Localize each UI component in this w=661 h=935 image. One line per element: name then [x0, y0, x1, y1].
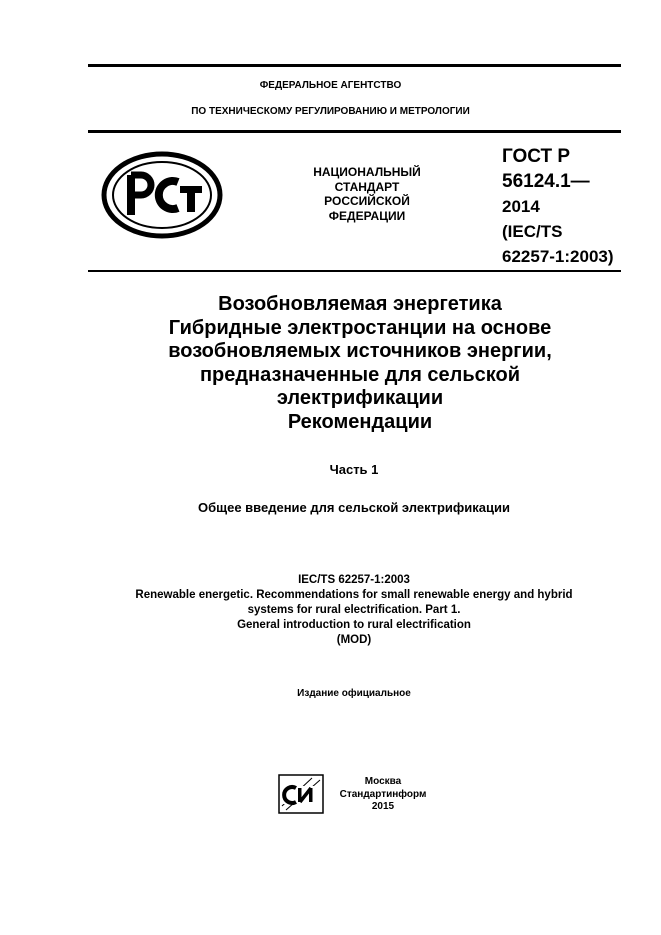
national-standard-line: СТАНДАРТ: [334, 179, 400, 194]
title-line: Рекомендации: [287, 410, 433, 433]
title-line: Гибридные электростанции на основе: [168, 316, 552, 339]
publisher-year: 2015: [371, 801, 395, 812]
subtitle: Общее введение для сельской электрификации: [198, 500, 510, 515]
iec-line: Renewable energetic. Recommendations for small renewable energy and hybrid: [135, 589, 573, 601]
publisher-city: Москва: [364, 776, 402, 787]
document-title: [60, 293, 660, 434]
publisher-name: Стандартинформ: [339, 788, 427, 800]
designation-line: ГОСТ Р: [502, 146, 571, 167]
top-rule: [88, 64, 621, 67]
title-line: электрификации: [276, 387, 444, 409]
national-standard-line: НАЦИОНАЛЬНЫЙ: [313, 165, 421, 179]
title-line: предназначенные для сельской: [199, 363, 521, 386]
designation-line: 62257-1:2003): [502, 247, 614, 266]
iec-line: IEC/TS 62257-1:2003: [298, 574, 410, 586]
agency-line-2: ПО ТЕХНИЧЕСКОМУ РЕГУЛИРОВАНИЮ И МЕТРОЛОГИИ: [191, 106, 470, 117]
designation-line: 2014: [502, 197, 540, 216]
header-rule: [88, 130, 621, 133]
iec-line: General introduction to rural electrification: [237, 619, 471, 631]
iec-line: (MOD): [336, 634, 372, 646]
publisher: [330, 776, 436, 814]
standartinform-logo-icon: [278, 774, 324, 814]
title-line: возобновляемых источников энергии,: [168, 340, 552, 362]
part-label: Часть 1: [329, 462, 379, 477]
iec-reference: [0, 573, 661, 648]
designation-line: (IEC/TS: [502, 222, 563, 241]
iec-line: systems for rural electrification. Part 1.: [247, 604, 461, 616]
edition-label: Издание официальное: [297, 688, 411, 699]
title-rule: [88, 270, 621, 272]
national-standard-line: ФЕДЕРАЦИИ: [328, 208, 406, 223]
national-standard-line: РОССИЙСКОЙ: [324, 194, 410, 208]
title-line: Возобновляемая энергетика: [218, 293, 502, 315]
designation-line: 56124.1—: [502, 171, 590, 192]
national-standard-label: [292, 165, 442, 223]
standard-designation: [502, 144, 652, 269]
rst-logo-icon: [100, 150, 225, 240]
agency-line-1: ФЕДЕРАЛЬНОЕ АГЕНТСТВО: [259, 80, 402, 91]
